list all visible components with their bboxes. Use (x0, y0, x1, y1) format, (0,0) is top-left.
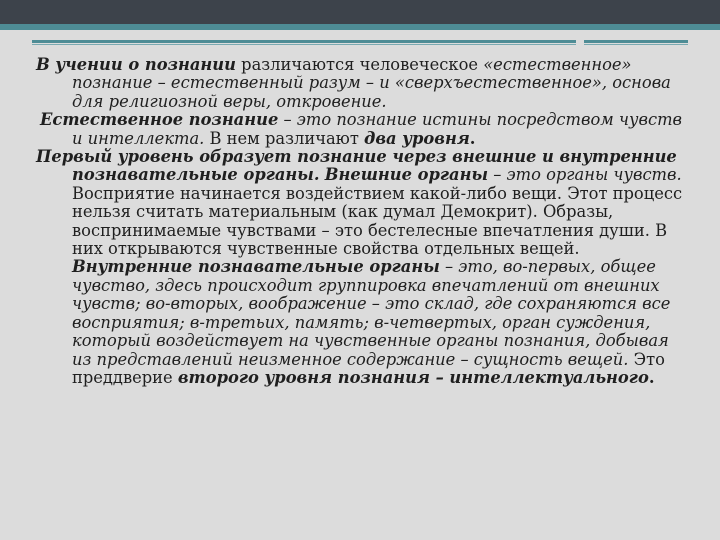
term-natural-knowledge: Естественное познание (40, 110, 279, 130)
term-doctrine-of-knowledge: В учении о познании (36, 55, 236, 74)
term-second-level: второго уровня познания – интеллектуального (177, 367, 649, 387)
text-span: Это преддверие (72, 349, 665, 387)
header-rule-left-thin (32, 44, 576, 45)
text-span: В нем различают (204, 128, 365, 148)
accent-bar (0, 24, 720, 30)
term-first-level: Первый уровень образует познание через внешние и внутренние познавательные органы. (36, 147, 677, 185)
text-span: – это познание истины посредством чувств и интеллекта. (72, 110, 683, 148)
text-span: . (648, 367, 655, 387)
term-external-organs: Внешние органы (324, 165, 489, 185)
title-bar (0, 0, 720, 24)
text-span: . (469, 128, 476, 148)
paragraph-knowledge-types (36, 56, 684, 111)
header-rule-right-thin (584, 44, 688, 45)
text-span: различаются человеческое (235, 55, 484, 74)
paragraph-first-level (36, 148, 684, 387)
header-rule-right (584, 40, 688, 43)
text-span: Восприятие начинается воздействием какой-либо вещи. Этот процесс нельзя считать материальным (как думал Демокрит). Образы, воспринимаемые чувствами – это бестелесные впечатления души. В них открываются чувственные свойства отдельных вещей. (72, 183, 683, 259)
term-two-levels: два уровня (364, 128, 470, 148)
text-span: «естественное» познание – естественный разум – и «сверхъестественное», основа для религиозной веры, откровение. (72, 55, 671, 111)
term-internal-organs: Внутренние познавательные органы (72, 257, 440, 277)
paragraph-natural-knowledge (36, 111, 684, 148)
slide-body (36, 56, 684, 387)
header-rule-left (32, 40, 576, 43)
text-span: – это, во-первых, общее чувство, здесь происходит группировка впечатлений от внешних чувств; во-вторых, воображение – это склад, где сохраняются все восприятия; в-третьих, память; в-четвертых, орган суждения, который воздействует на чувственные органы познания, добывая из представлений неизменное содержание – сущность вещей. (72, 257, 671, 369)
text-span: – это органы чувств. (488, 165, 682, 185)
